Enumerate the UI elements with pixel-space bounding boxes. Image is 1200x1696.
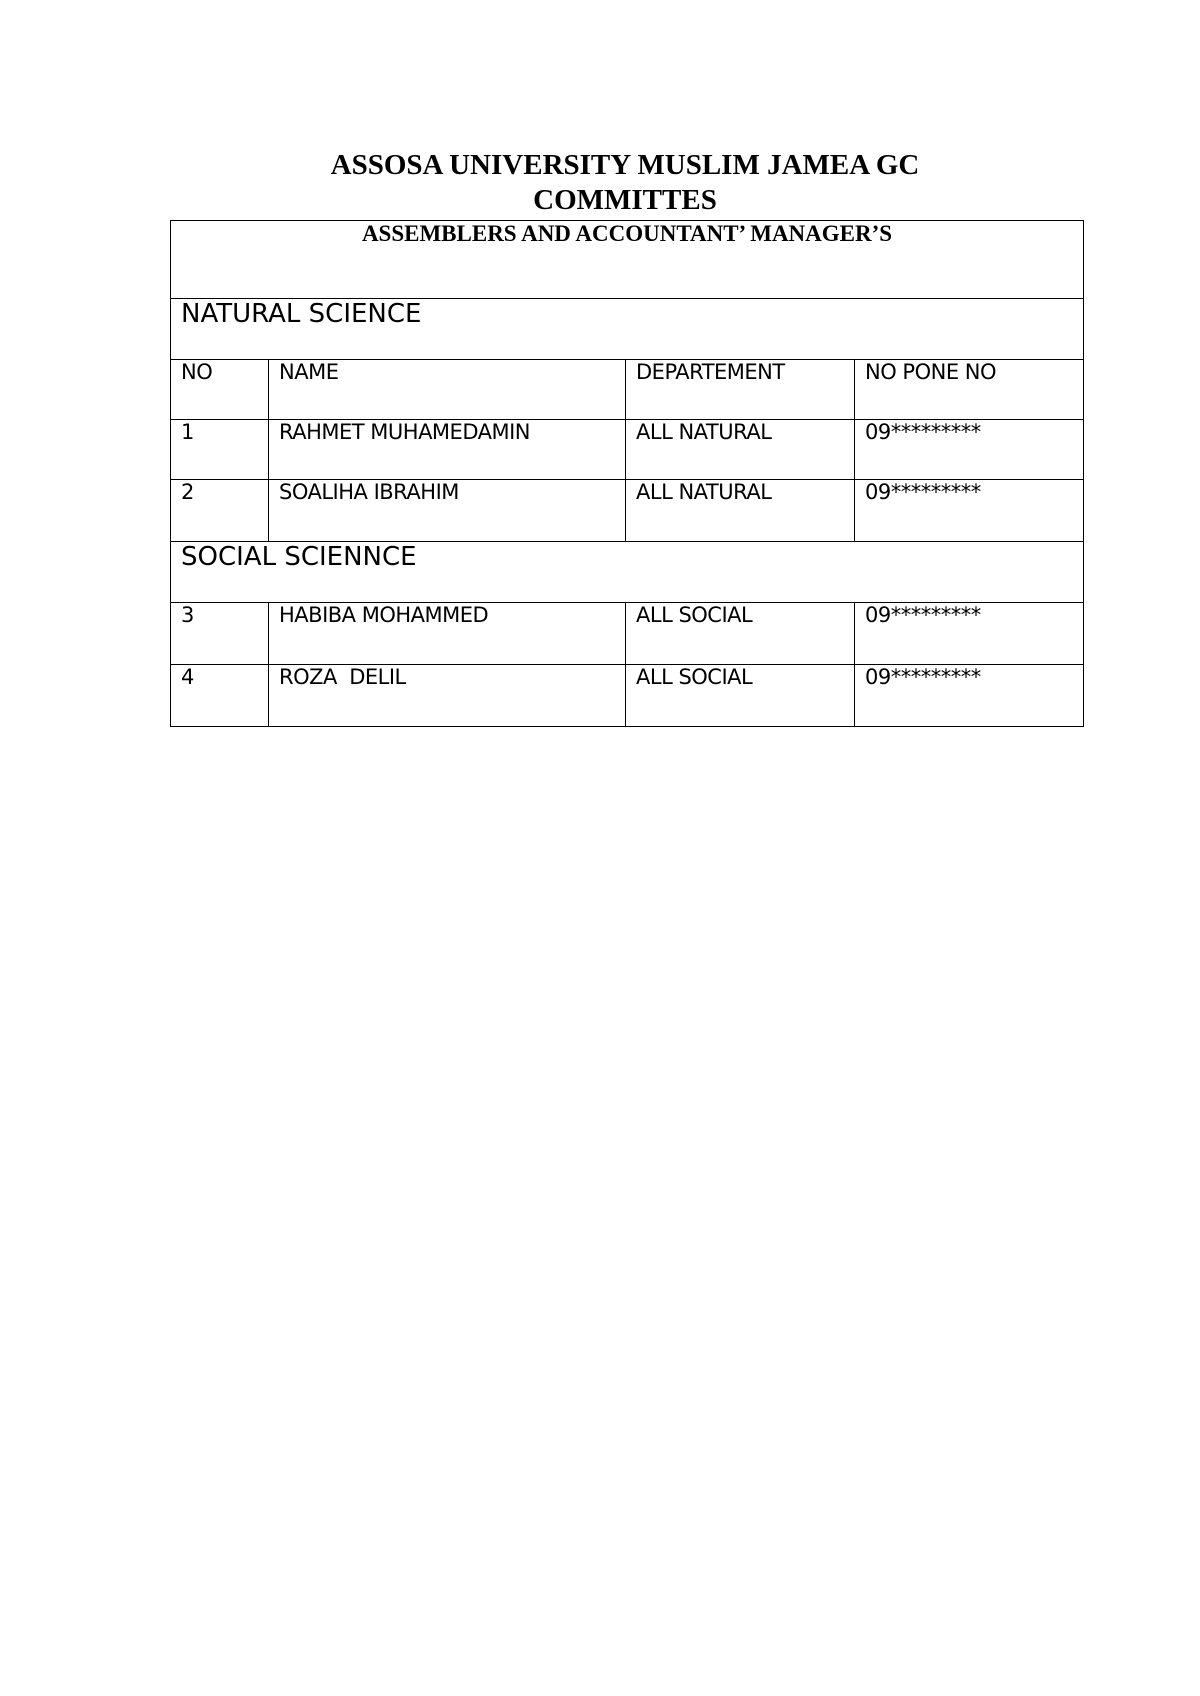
table-row <box>171 665 1084 727</box>
cell-phone: 09********* <box>855 665 1084 727</box>
cell-no: 2 <box>171 480 269 542</box>
section-label-social: SOCIAL SCIENNCE <box>171 542 1084 603</box>
cell-no: 3 <box>171 603 269 665</box>
section-label-natural: NATURAL SCIENCE <box>171 299 1084 360</box>
cell-name: ROZA DELIL <box>269 665 626 727</box>
cell-no: 4 <box>171 665 269 727</box>
cell-department: ALL NATURAL <box>626 420 855 480</box>
cell-phone: 09********* <box>855 603 1084 665</box>
section-row <box>171 299 1084 360</box>
column-header-row <box>171 360 1084 420</box>
cell-department: ALL NATURAL <box>626 480 855 542</box>
column-header-department: DEPARTEMENT <box>626 360 855 420</box>
cell-department: ALL SOCIAL <box>626 603 855 665</box>
table-row <box>171 480 1084 542</box>
table-heading-row <box>171 221 1084 299</box>
title-line-2: COMMITTES <box>533 184 717 216</box>
column-header-phone: NO PONE NO <box>855 360 1084 420</box>
table-row <box>171 603 1084 665</box>
cell-phone: 09********* <box>855 480 1084 542</box>
cell-name: RAHMET MUHAMEDAMIN <box>269 420 626 480</box>
section-row <box>171 542 1084 603</box>
cell-no: 1 <box>171 420 269 480</box>
column-header-no: NO <box>171 360 269 420</box>
table-heading: ASSEMBLERS AND ACCOUNTANT’ MANAGER’S <box>171 221 1084 299</box>
cell-name: HABIBA MOHAMMED <box>269 603 626 665</box>
table-row <box>171 420 1084 480</box>
committee-table <box>170 220 1084 727</box>
cell-name: SOALIHA IBRAHIM <box>269 480 626 542</box>
cell-department: ALL SOCIAL <box>626 665 855 727</box>
title-line-1: ASSOSA UNIVERSITY MUSLIM JAMEA GC <box>330 149 920 181</box>
column-header-name: NAME <box>269 360 626 420</box>
cell-phone: 09********* <box>855 420 1084 480</box>
document-title <box>170 148 1080 218</box>
